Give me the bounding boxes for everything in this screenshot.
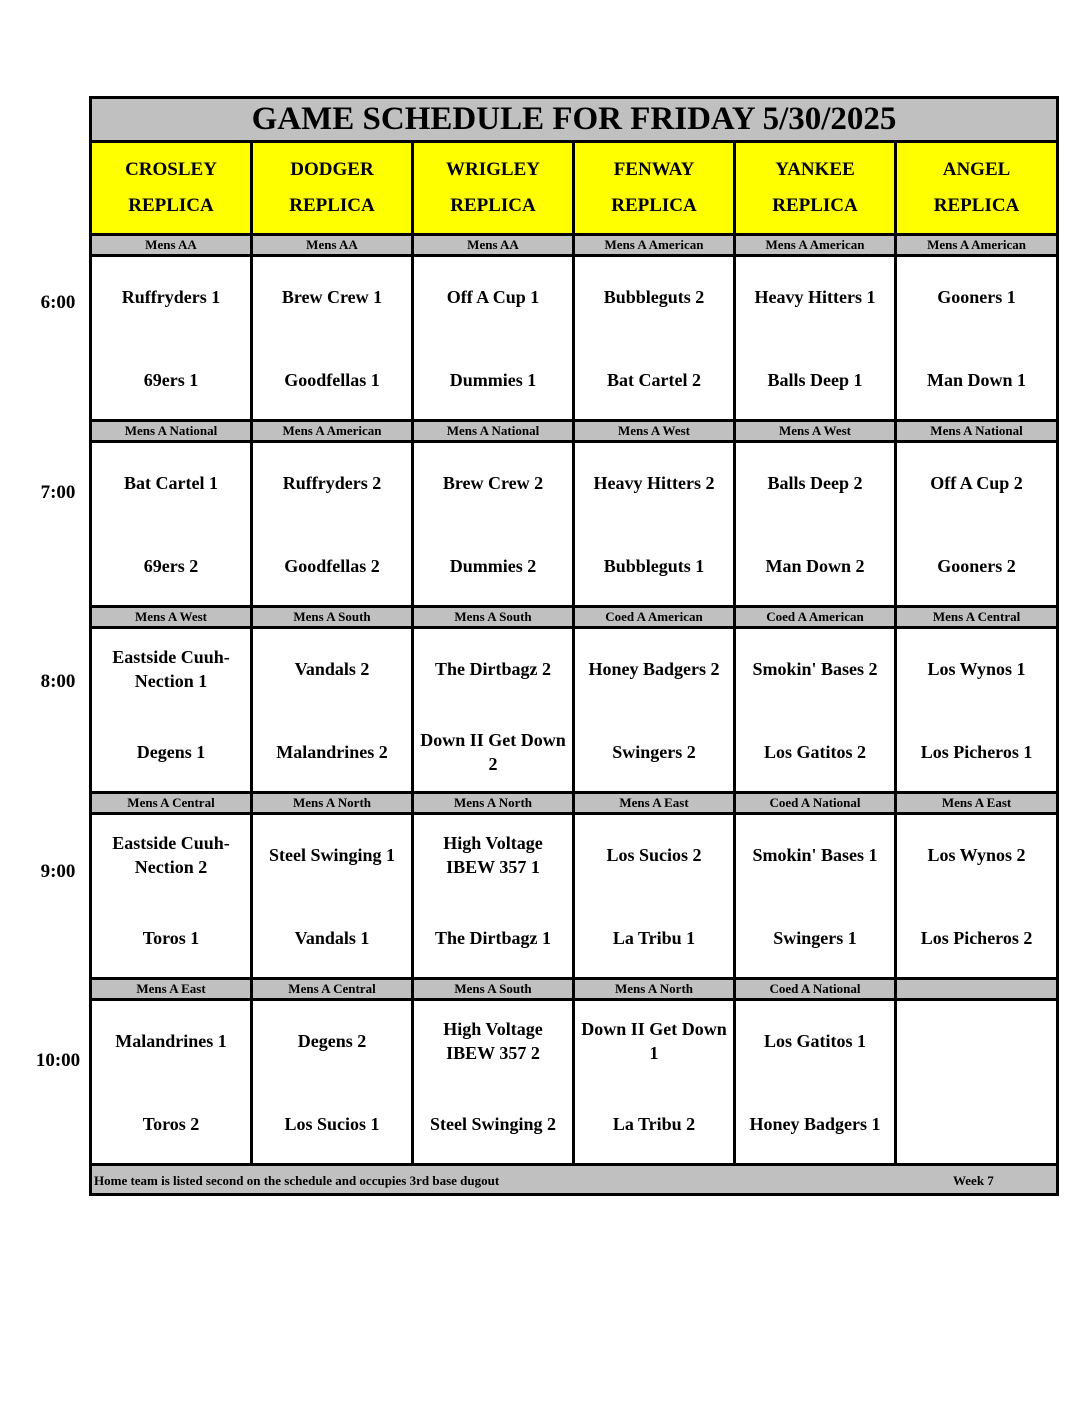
away-team: Eastside Cuuh-Nection 1 xyxy=(112,646,230,691)
home-team: Man Down 2 xyxy=(765,555,865,576)
division-label: Mens A South xyxy=(413,607,574,628)
home-team: Goodfellas 2 xyxy=(284,555,380,576)
home-team: Los Gatitos 2 xyxy=(763,741,866,762)
away-team: Heavy Hitters 2 xyxy=(593,472,715,493)
away-team: High Voltage IBEW 357 2 xyxy=(443,1018,543,1063)
game-row xyxy=(91,628,1058,793)
game-cell xyxy=(252,814,413,979)
away-team: Eastside Cuuh-Nection 2 xyxy=(112,832,230,877)
away-team: Vandals 2 xyxy=(294,658,370,679)
game-cell xyxy=(252,256,413,421)
game-cell xyxy=(896,442,1058,607)
division-label: Mens A North xyxy=(574,979,735,1000)
away-team: Balls Deep 2 xyxy=(767,472,863,493)
division-label xyxy=(896,979,1058,1000)
away-team: Brew Crew 2 xyxy=(442,472,544,493)
away-team: Brew Crew 1 xyxy=(281,286,383,307)
time-label: 7:00 xyxy=(40,481,76,503)
away-team: Los Wynos 2 xyxy=(927,844,1026,865)
field-header-yankee xyxy=(735,142,896,235)
home-team xyxy=(897,1084,1056,1163)
game-cell xyxy=(91,628,252,793)
away-team: Off A Cup 1 xyxy=(446,286,540,307)
away-team: Los Gatitos 1 xyxy=(763,1030,866,1051)
home-team: 69ers 2 xyxy=(143,555,199,576)
division-label: Mens A East xyxy=(896,793,1058,814)
field-name: FENWAY xyxy=(613,159,695,180)
division-label: Mens A East xyxy=(574,793,735,814)
field-name: WRIGLEY xyxy=(446,159,540,180)
division-label: Coed A National xyxy=(735,793,896,814)
field-name: DODGER xyxy=(290,159,374,180)
home-team: Dummies 2 xyxy=(449,555,537,576)
field-name: YANKEE xyxy=(775,159,855,180)
game-cell xyxy=(896,814,1058,979)
away-team: Bubbleguts 2 xyxy=(603,286,705,307)
away-team: Bat Cartel 1 xyxy=(124,472,218,493)
game-cell xyxy=(574,628,735,793)
field-name: ANGEL xyxy=(942,159,1011,180)
field-header-row xyxy=(91,142,1058,235)
home-team: 69ers 1 xyxy=(143,369,199,390)
field-subtitle: REPLICA xyxy=(933,195,1020,216)
game-cell xyxy=(574,1000,735,1165)
away-team: Heavy Hitters 1 xyxy=(754,286,876,307)
footer-note: Home team is listed second on the schedule and occupies 3rd base dugout xyxy=(94,1173,500,1188)
home-team: Bubbleguts 1 xyxy=(603,555,705,576)
field-header-dodger xyxy=(252,142,413,235)
division-label: Mens A West xyxy=(735,421,896,442)
division-label: Mens A American xyxy=(735,235,896,256)
game-cell xyxy=(91,442,252,607)
field-header-angel xyxy=(896,142,1058,235)
home-team: Los Picheros 2 xyxy=(920,927,1033,948)
home-team: Degens 1 xyxy=(136,741,206,762)
game-cell xyxy=(413,814,574,979)
division-label: Mens AA xyxy=(413,235,574,256)
field-header-fenway xyxy=(574,142,735,235)
division-label: Mens A West xyxy=(574,421,735,442)
schedule-table xyxy=(89,96,1059,1196)
field-subtitle: REPLICA xyxy=(772,195,858,216)
week-label: Week 7 xyxy=(953,1173,994,1188)
home-team: La Tribu 2 xyxy=(612,1113,696,1134)
game-cell xyxy=(413,256,574,421)
game-cell xyxy=(735,442,896,607)
home-team: Toros 1 xyxy=(142,927,200,948)
home-team: Balls Deep 1 xyxy=(767,369,863,390)
division-row xyxy=(91,979,1058,1000)
game-cell xyxy=(91,256,252,421)
home-team: Swingers 2 xyxy=(612,741,696,762)
away-team: High Voltage IBEW 357 1 xyxy=(443,832,543,877)
game-cell xyxy=(735,256,896,421)
away-team: Ruffryders 1 xyxy=(121,286,221,307)
field-header-wrigley xyxy=(413,142,574,235)
division-label: Mens A National xyxy=(413,421,574,442)
home-team: Steel Swinging 2 xyxy=(429,1113,557,1134)
field-name: CROSLEY xyxy=(125,159,217,180)
home-team: Down II Get Down 2 xyxy=(420,729,566,774)
home-team: Malandrines 2 xyxy=(276,741,388,762)
game-cell xyxy=(735,628,896,793)
division-label: Mens A American xyxy=(574,235,735,256)
division-label: Mens A Central xyxy=(896,607,1058,628)
field-header-crosley xyxy=(91,142,252,235)
footer xyxy=(91,1165,1058,1195)
division-label: Mens A Central xyxy=(91,793,252,814)
game-cell xyxy=(735,814,896,979)
division-label: Mens A East xyxy=(91,979,252,1000)
home-team: Goodfellas 1 xyxy=(284,369,380,390)
division-label: Mens A American xyxy=(896,235,1058,256)
home-team: Los Picheros 1 xyxy=(920,741,1033,762)
division-label: Mens A National xyxy=(896,421,1058,442)
game-cell xyxy=(413,442,574,607)
division-row xyxy=(91,607,1058,628)
time-label: 10:00 xyxy=(35,1050,81,1071)
field-subtitle: REPLICA xyxy=(128,195,214,216)
away-team: Honey Badgers 2 xyxy=(588,658,720,679)
away-team: Malandrines 1 xyxy=(115,1030,227,1051)
home-team: Dummies 1 xyxy=(449,369,537,390)
home-team: Gooners 2 xyxy=(937,555,1016,576)
division-label: Mens A National xyxy=(91,421,252,442)
division-label: Coed A American xyxy=(574,607,735,628)
home-team: Swingers 1 xyxy=(773,927,857,948)
home-team: Vandals 1 xyxy=(294,927,370,948)
away-team: Down II Get Down 1 xyxy=(581,1018,727,1063)
game-cell xyxy=(413,628,574,793)
away-team: Off A Cup 2 xyxy=(930,472,1023,493)
division-label: Mens A American xyxy=(252,421,413,442)
field-subtitle: REPLICA xyxy=(289,195,375,216)
away-team: Ruffryders 2 xyxy=(282,472,382,493)
division-label: Mens A Central xyxy=(252,979,413,1000)
game-cell xyxy=(413,1000,574,1165)
away-team: Smokin' Bases 1 xyxy=(752,844,878,865)
division-label: Mens AA xyxy=(252,235,413,256)
game-row xyxy=(91,256,1058,421)
division-row xyxy=(91,793,1058,814)
game-row xyxy=(91,1000,1058,1165)
game-cell xyxy=(574,442,735,607)
home-team: Toros 2 xyxy=(142,1113,200,1134)
home-team: Man Down 1 xyxy=(927,369,1027,390)
home-team: Bat Cartel 2 xyxy=(607,369,701,390)
game-cell xyxy=(574,256,735,421)
home-team: The Dirtbagz 1 xyxy=(435,927,551,948)
home-team: La Tribu 1 xyxy=(612,927,696,948)
footer-row xyxy=(91,1165,1058,1195)
field-subtitle: REPLICA xyxy=(611,195,697,216)
division-label: Mens AA xyxy=(91,235,252,256)
game-cell xyxy=(896,1000,1058,1165)
away-team: Gooners 1 xyxy=(937,286,1016,307)
away-team: Degens 2 xyxy=(297,1030,367,1051)
time-label: 9:00 xyxy=(40,860,76,882)
division-label: Coed A American xyxy=(735,607,896,628)
schedule-sheet xyxy=(89,96,1056,1196)
division-row xyxy=(91,421,1058,442)
division-row xyxy=(91,235,1058,256)
game-cell xyxy=(252,1000,413,1165)
field-subtitle: REPLICA xyxy=(450,195,536,216)
division-label: Mens A South xyxy=(252,607,413,628)
division-label: Coed A National xyxy=(735,979,896,1000)
division-label: Mens A North xyxy=(252,793,413,814)
division-label: Mens A North xyxy=(413,793,574,814)
game-cell xyxy=(252,628,413,793)
division-label: Mens A South xyxy=(413,979,574,1000)
game-cell xyxy=(574,814,735,979)
division-label: Mens A West xyxy=(91,607,252,628)
game-row xyxy=(91,442,1058,607)
away-team: The Dirtbagz 2 xyxy=(435,658,551,679)
away-team: Los Wynos 1 xyxy=(927,658,1026,679)
game-cell xyxy=(91,814,252,979)
game-row xyxy=(91,814,1058,979)
home-team: Los Sucios 1 xyxy=(284,1113,380,1134)
game-cell xyxy=(252,442,413,607)
game-cell xyxy=(91,1000,252,1165)
away-team: Steel Swinging 1 xyxy=(268,844,396,865)
away-team: Smokin' Bases 2 xyxy=(752,658,878,679)
game-cell xyxy=(896,256,1058,421)
away-team: Los Sucios 2 xyxy=(606,844,702,865)
game-cell xyxy=(735,1000,896,1165)
away-team xyxy=(897,1001,1056,1084)
time-label: 8:00 xyxy=(40,671,76,692)
page-title: GAME SCHEDULE FOR FRIDAY 5/30/2025 xyxy=(91,98,1058,142)
time-label: 6:00 xyxy=(40,292,76,313)
home-team: Honey Badgers 1 xyxy=(749,1113,881,1134)
game-cell xyxy=(896,628,1058,793)
